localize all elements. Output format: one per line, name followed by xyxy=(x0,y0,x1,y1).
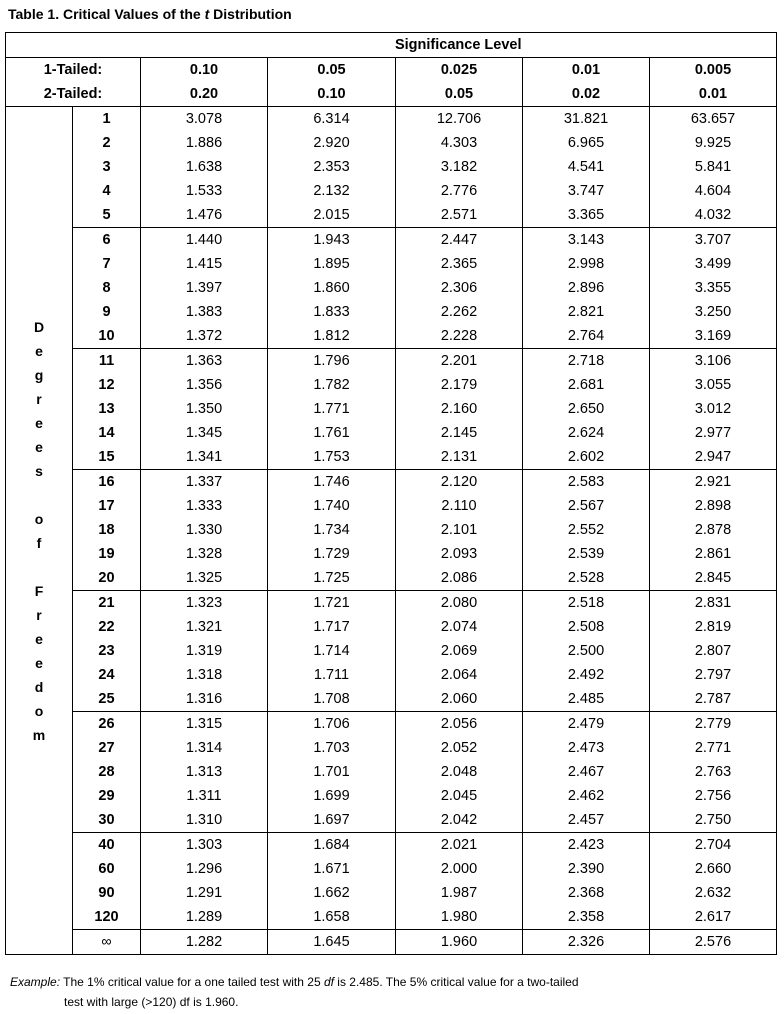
critical-value-cell: 1.289 xyxy=(141,905,268,930)
critical-value-cell: 1.363 xyxy=(141,349,268,374)
critical-value-cell: 2.306 xyxy=(396,276,523,300)
critical-value-cell: 1.310 xyxy=(141,808,268,833)
table-row xyxy=(6,179,777,203)
critical-value-cell: 12.706 xyxy=(396,107,523,132)
side-label-letter: e xyxy=(35,630,43,647)
table-row xyxy=(6,397,777,421)
two-tailed-value: 0.01 xyxy=(650,82,777,107)
critical-value-cell: 2.771 xyxy=(650,736,777,760)
critical-value-cell: 2.787 xyxy=(650,687,777,712)
critical-value-cell: 2.447 xyxy=(396,228,523,253)
critical-value-cell: 2.750 xyxy=(650,808,777,833)
critical-value-cell: 1.311 xyxy=(141,784,268,808)
table-row xyxy=(6,107,777,132)
critical-value-cell: 1.319 xyxy=(141,639,268,663)
table-row xyxy=(6,349,777,374)
critical-value-cell: 1.753 xyxy=(268,445,396,470)
table-row xyxy=(6,324,777,349)
title-italic-t: t xyxy=(204,6,210,22)
critical-value-cell: 2.508 xyxy=(523,615,650,639)
table-row xyxy=(6,518,777,542)
side-label-letter: g xyxy=(34,366,44,383)
one-tailed-value: 0.01 xyxy=(523,58,650,83)
critical-value-cell: 2.920 xyxy=(268,131,396,155)
critical-value-cell: 1.303 xyxy=(141,833,268,858)
critical-value-cell: 2.179 xyxy=(396,373,523,397)
one-tailed-value: 0.05 xyxy=(268,58,396,83)
table-row xyxy=(6,663,777,687)
critical-value-cell: 1.860 xyxy=(268,276,396,300)
table-title xyxy=(8,6,292,22)
critical-value-cell: 2.518 xyxy=(523,591,650,616)
critical-value-cell: 9.925 xyxy=(650,131,777,155)
critical-value-cell: 3.106 xyxy=(650,349,777,374)
critical-value-cell: 2.064 xyxy=(396,663,523,687)
critical-value-cell: 1.761 xyxy=(268,421,396,445)
df-cell: 6 xyxy=(73,228,141,253)
df-cell: 26 xyxy=(73,712,141,737)
critical-value-cell: 2.145 xyxy=(396,421,523,445)
critical-value-cell: 2.160 xyxy=(396,397,523,421)
df-cell: 18 xyxy=(73,518,141,542)
critical-value-cell: 2.390 xyxy=(523,857,650,881)
header-blank-cell xyxy=(6,33,141,58)
table-row xyxy=(6,155,777,179)
critical-value-cell: 5.841 xyxy=(650,155,777,179)
critical-value-cell: 2.423 xyxy=(523,833,650,858)
critical-value-cell: 2.878 xyxy=(650,518,777,542)
critical-value-cell: 1.960 xyxy=(396,930,523,955)
df-cell: 29 xyxy=(73,784,141,808)
critical-value-cell: 2.998 xyxy=(523,252,650,276)
critical-value-cell: 1.708 xyxy=(268,687,396,712)
critical-value-cell: 2.898 xyxy=(650,494,777,518)
df-cell: 24 xyxy=(73,663,141,687)
critical-value-cell: 1.282 xyxy=(141,930,268,955)
critical-value-cell: 2.650 xyxy=(523,397,650,421)
table-row xyxy=(6,470,777,495)
critical-value-cell: 3.499 xyxy=(650,252,777,276)
critical-value-cell: 2.021 xyxy=(396,833,523,858)
side-label-letter: s xyxy=(35,462,43,479)
critical-value-cell: 2.353 xyxy=(268,155,396,179)
critical-value-cell: 2.120 xyxy=(396,470,523,495)
critical-value-cell: 2.500 xyxy=(523,639,650,663)
side-label-letter: m xyxy=(32,726,46,743)
critical-value-cell: 1.725 xyxy=(268,566,396,591)
note-line-1 xyxy=(10,972,770,992)
critical-value-cell: 1.291 xyxy=(141,881,268,905)
df-cell: 27 xyxy=(73,736,141,760)
critical-value-cell: 1.383 xyxy=(141,300,268,324)
note-label: Example: xyxy=(10,975,61,989)
df-cell: 12 xyxy=(73,373,141,397)
critical-value-cell: 1.337 xyxy=(141,470,268,495)
side-label-letter: e xyxy=(35,342,43,359)
critical-value-cell: 2.368 xyxy=(523,881,650,905)
critical-value-cell: 2.807 xyxy=(650,639,777,663)
table-row xyxy=(6,736,777,760)
critical-value-cell: 2.779 xyxy=(650,712,777,737)
critical-value-cell: 2.528 xyxy=(523,566,650,591)
one-tailed-label: 1-Tailed: xyxy=(6,58,141,83)
note-text-1: The 1% critical value for a one tailed test with 25 xyxy=(60,975,324,989)
side-label-letter: d xyxy=(34,678,44,695)
critical-value-cell: 2.756 xyxy=(650,784,777,808)
critical-value-cell: 1.734 xyxy=(268,518,396,542)
critical-value-cell: 4.303 xyxy=(396,131,523,155)
critical-value-cell: 2.861 xyxy=(650,542,777,566)
df-cell: 22 xyxy=(73,615,141,639)
critical-value-cell: 2.552 xyxy=(523,518,650,542)
table-row xyxy=(6,300,777,324)
table-row xyxy=(6,784,777,808)
table-row xyxy=(6,494,777,518)
critical-value-cell: 1.345 xyxy=(141,421,268,445)
df-cell: 25 xyxy=(73,687,141,712)
critical-value-cell: 2.101 xyxy=(396,518,523,542)
critical-value-cell: 1.701 xyxy=(268,760,396,784)
table-body xyxy=(6,33,777,955)
critical-value-cell: 1.314 xyxy=(141,736,268,760)
critical-value-cell: 1.980 xyxy=(396,905,523,930)
df-cell: 11 xyxy=(73,349,141,374)
critical-value-cell: 2.015 xyxy=(268,203,396,228)
critical-value-cell: 2.704 xyxy=(650,833,777,858)
critical-value-cell: 1.699 xyxy=(268,784,396,808)
critical-value-cell: 3.055 xyxy=(650,373,777,397)
title-suffix: Distribution xyxy=(209,6,292,22)
critical-value-cell: 2.492 xyxy=(523,663,650,687)
two-tailed-row xyxy=(6,82,777,107)
critical-value-cell: 1.684 xyxy=(268,833,396,858)
side-label-letter: r xyxy=(36,390,42,407)
df-cell: 13 xyxy=(73,397,141,421)
critical-value-cell: 2.602 xyxy=(523,445,650,470)
critical-value-cell: 1.812 xyxy=(268,324,396,349)
critical-value-cell: 2.921 xyxy=(650,470,777,495)
example-note xyxy=(10,972,770,1012)
table-row xyxy=(6,228,777,253)
critical-value-cell: 2.583 xyxy=(523,470,650,495)
side-label-letter xyxy=(6,483,72,507)
table-row xyxy=(6,905,777,930)
critical-value-cell: 2.042 xyxy=(396,808,523,833)
table-row xyxy=(6,591,777,616)
table-row xyxy=(6,373,777,397)
two-tailed-value: 0.10 xyxy=(268,82,396,107)
critical-value-cell: 2.052 xyxy=(396,736,523,760)
table-row xyxy=(6,712,777,737)
table-row xyxy=(6,881,777,905)
table-row xyxy=(6,857,777,881)
critical-value-cell: 2.056 xyxy=(396,712,523,737)
critical-value-cell: 2.681 xyxy=(523,373,650,397)
df-cell: 60 xyxy=(73,857,141,881)
side-label-letter: e xyxy=(35,438,43,455)
df-cell: 5 xyxy=(73,203,141,228)
critical-value-cell: 1.746 xyxy=(268,470,396,495)
critical-value-cell: 2.821 xyxy=(523,300,650,324)
critical-value-cell: 2.624 xyxy=(523,421,650,445)
table-row xyxy=(6,421,777,445)
critical-value-cell: 2.567 xyxy=(523,494,650,518)
critical-value-cell: 3.365 xyxy=(523,203,650,228)
df-cell: 120 xyxy=(73,905,141,930)
critical-value-cell: 2.660 xyxy=(650,857,777,881)
critical-value-cell: 1.533 xyxy=(141,179,268,203)
critical-value-cell: 2.617 xyxy=(650,905,777,930)
critical-value-cell: 1.886 xyxy=(141,131,268,155)
critical-value-cell: 2.201 xyxy=(396,349,523,374)
table-row xyxy=(6,639,777,663)
one-tailed-row xyxy=(6,58,777,83)
note-df: df xyxy=(323,975,334,989)
table-row xyxy=(6,615,777,639)
critical-value-cell: 3.707 xyxy=(650,228,777,253)
critical-value-cell: 1.372 xyxy=(141,324,268,349)
critical-value-cell: 1.325 xyxy=(141,566,268,591)
critical-value-cell: 2.086 xyxy=(396,566,523,591)
df-cell: 9 xyxy=(73,300,141,324)
critical-value-cell: 1.729 xyxy=(268,542,396,566)
side-label-letter: e xyxy=(35,654,43,671)
critical-value-cell: 1.895 xyxy=(268,252,396,276)
table-row xyxy=(6,276,777,300)
critical-value-cell: 3.169 xyxy=(650,324,777,349)
critical-value-cell: 1.318 xyxy=(141,663,268,687)
critical-value-cell: 2.080 xyxy=(396,591,523,616)
critical-value-cell: 2.576 xyxy=(650,930,777,955)
critical-value-cell: 1.833 xyxy=(268,300,396,324)
table-row xyxy=(6,808,777,833)
side-label-letter: r xyxy=(36,606,42,623)
critical-value-cell: 1.658 xyxy=(268,905,396,930)
df-cell: 28 xyxy=(73,760,141,784)
critical-value-cell: 2.358 xyxy=(523,905,650,930)
df-cell: 90 xyxy=(73,881,141,905)
table-row xyxy=(6,252,777,276)
side-label-letter: e xyxy=(35,414,43,431)
critical-value-cell: 3.355 xyxy=(650,276,777,300)
critical-value-cell: 2.132 xyxy=(268,179,396,203)
df-cell: 21 xyxy=(73,591,141,616)
critical-value-cell: 1.321 xyxy=(141,615,268,639)
critical-value-cell: 1.313 xyxy=(141,760,268,784)
critical-value-cell: 2.262 xyxy=(396,300,523,324)
critical-value-cell: 2.060 xyxy=(396,687,523,712)
critical-value-cell: 1.356 xyxy=(141,373,268,397)
table-row xyxy=(6,930,777,955)
critical-value-cell: 2.093 xyxy=(396,542,523,566)
critical-value-cell: 2.571 xyxy=(396,203,523,228)
two-tailed-label: 2-Tailed: xyxy=(6,82,141,107)
critical-value-cell: 1.328 xyxy=(141,542,268,566)
df-cell: 1 xyxy=(73,107,141,132)
df-cell: 17 xyxy=(73,494,141,518)
critical-value-cell: 1.943 xyxy=(268,228,396,253)
table-row xyxy=(6,760,777,784)
df-cell: 2 xyxy=(73,131,141,155)
critical-value-cell: 1.987 xyxy=(396,881,523,905)
df-cell: 4 xyxy=(73,179,141,203)
side-label-letter: o xyxy=(34,702,44,719)
title-prefix: Table 1. Critical Values of the xyxy=(8,6,205,22)
critical-value-cell: 3.250 xyxy=(650,300,777,324)
critical-value-cell: 1.350 xyxy=(141,397,268,421)
critical-value-cell: 4.032 xyxy=(650,203,777,228)
critical-value-cell: 2.000 xyxy=(396,857,523,881)
critical-value-cell: 1.440 xyxy=(141,228,268,253)
table-row xyxy=(6,542,777,566)
critical-value-cell: 1.717 xyxy=(268,615,396,639)
two-tailed-value: 0.05 xyxy=(396,82,523,107)
df-cell: 30 xyxy=(73,808,141,833)
critical-value-cell: 2.467 xyxy=(523,760,650,784)
critical-value-cell: 63.657 xyxy=(650,107,777,132)
critical-value-cell: 2.776 xyxy=(396,179,523,203)
critical-value-cell: 3.143 xyxy=(523,228,650,253)
side-label-letter: o xyxy=(34,510,44,527)
critical-value-cell: 1.711 xyxy=(268,663,396,687)
critical-value-cell: 2.632 xyxy=(650,881,777,905)
critical-value-cell: 2.977 xyxy=(650,421,777,445)
one-tailed-value: 0.10 xyxy=(141,58,268,83)
critical-value-cell: 2.069 xyxy=(396,639,523,663)
table-row xyxy=(6,566,777,591)
critical-value-cell: 1.315 xyxy=(141,712,268,737)
critical-value-cell: 1.714 xyxy=(268,639,396,663)
table-row xyxy=(6,131,777,155)
critical-value-cell: 1.796 xyxy=(268,349,396,374)
df-cell: 19 xyxy=(73,542,141,566)
critical-value-cell: 1.415 xyxy=(141,252,268,276)
critical-value-cell: 2.819 xyxy=(650,615,777,639)
note-text-2: is 2.485. The 5% critical value for a two-tailed xyxy=(333,975,579,989)
critical-value-cell: 2.326 xyxy=(523,930,650,955)
critical-value-cell: 1.662 xyxy=(268,881,396,905)
critical-value-cell: 6.965 xyxy=(523,131,650,155)
side-label-letter xyxy=(6,555,72,579)
critical-value-cell: 1.333 xyxy=(141,494,268,518)
critical-value-cell: 4.541 xyxy=(523,155,650,179)
critical-value-cell: 6.314 xyxy=(268,107,396,132)
significance-row xyxy=(6,33,777,58)
critical-value-cell: 1.697 xyxy=(268,808,396,833)
side-label-letter: F xyxy=(34,582,44,599)
significance-level-header: Significance Level xyxy=(141,33,777,58)
critical-value-cell: 1.397 xyxy=(141,276,268,300)
table-row xyxy=(6,833,777,858)
critical-value-cell: 2.763 xyxy=(650,760,777,784)
critical-value-cell: 31.821 xyxy=(523,107,650,132)
critical-value-cell: 2.479 xyxy=(523,712,650,737)
df-cell: ∞ xyxy=(73,930,141,955)
critical-value-cell: 1.316 xyxy=(141,687,268,712)
table-row xyxy=(6,687,777,712)
one-tailed-value: 0.025 xyxy=(396,58,523,83)
critical-value-cell: 1.721 xyxy=(268,591,396,616)
critical-value-cell: 1.771 xyxy=(268,397,396,421)
critical-value-cell: 2.074 xyxy=(396,615,523,639)
critical-value-cell: 1.330 xyxy=(141,518,268,542)
critical-value-cell: 2.473 xyxy=(523,736,650,760)
critical-value-cell: 3.012 xyxy=(650,397,777,421)
critical-value-cell: 2.831 xyxy=(650,591,777,616)
critical-value-cell: 2.947 xyxy=(650,445,777,470)
df-cell: 8 xyxy=(73,276,141,300)
side-label-letter: D xyxy=(33,318,45,335)
critical-value-cell: 1.323 xyxy=(141,591,268,616)
df-cell: 16 xyxy=(73,470,141,495)
critical-value-cell: 2.539 xyxy=(523,542,650,566)
critical-value-cell: 3.182 xyxy=(396,155,523,179)
critical-value-cell: 4.604 xyxy=(650,179,777,203)
one-tailed-value: 0.005 xyxy=(650,58,777,83)
critical-value-cell: 2.048 xyxy=(396,760,523,784)
df-cell: 14 xyxy=(73,421,141,445)
df-cell: 3 xyxy=(73,155,141,179)
critical-value-cell: 1.476 xyxy=(141,203,268,228)
critical-value-cell: 1.645 xyxy=(268,930,396,955)
critical-value-cell: 2.110 xyxy=(396,494,523,518)
critical-value-cell: 3.078 xyxy=(141,107,268,132)
df-cell: 23 xyxy=(73,639,141,663)
side-label-letter: f xyxy=(36,534,42,551)
critical-value-cell: 1.740 xyxy=(268,494,396,518)
critical-value-cell: 2.797 xyxy=(650,663,777,687)
critical-value-cell: 2.485 xyxy=(523,687,650,712)
critical-value-cell: 1.706 xyxy=(268,712,396,737)
critical-value-cell: 2.764 xyxy=(523,324,650,349)
critical-value-cell: 1.341 xyxy=(141,445,268,470)
critical-value-cell: 1.703 xyxy=(268,736,396,760)
critical-value-cell: 2.462 xyxy=(523,784,650,808)
critical-value-cell: 2.045 xyxy=(396,784,523,808)
df-cell: 20 xyxy=(73,566,141,591)
critical-value-cell: 2.718 xyxy=(523,349,650,374)
critical-value-cell: 2.365 xyxy=(396,252,523,276)
critical-value-cell: 1.638 xyxy=(141,155,268,179)
df-cell: 40 xyxy=(73,833,141,858)
critical-value-cell: 2.457 xyxy=(523,808,650,833)
critical-value-cell: 1.782 xyxy=(268,373,396,397)
critical-value-cell: 2.228 xyxy=(396,324,523,349)
critical-values-table xyxy=(5,32,777,955)
df-cell: 10 xyxy=(73,324,141,349)
table-row xyxy=(6,445,777,470)
note-line-2: test with large (>120) df is 1.960. xyxy=(64,995,239,1009)
critical-value-cell: 2.131 xyxy=(396,445,523,470)
table-row xyxy=(6,203,777,228)
degrees-of-freedom-label xyxy=(6,107,73,955)
critical-value-cell: 2.896 xyxy=(523,276,650,300)
two-tailed-value: 0.02 xyxy=(523,82,650,107)
df-cell: 7 xyxy=(73,252,141,276)
df-cell: 15 xyxy=(73,445,141,470)
critical-value-cell: 1.296 xyxy=(141,857,268,881)
two-tailed-value: 0.20 xyxy=(141,82,268,107)
critical-value-cell: 3.747 xyxy=(523,179,650,203)
critical-value-cell: 2.845 xyxy=(650,566,777,591)
critical-value-cell: 1.671 xyxy=(268,857,396,881)
